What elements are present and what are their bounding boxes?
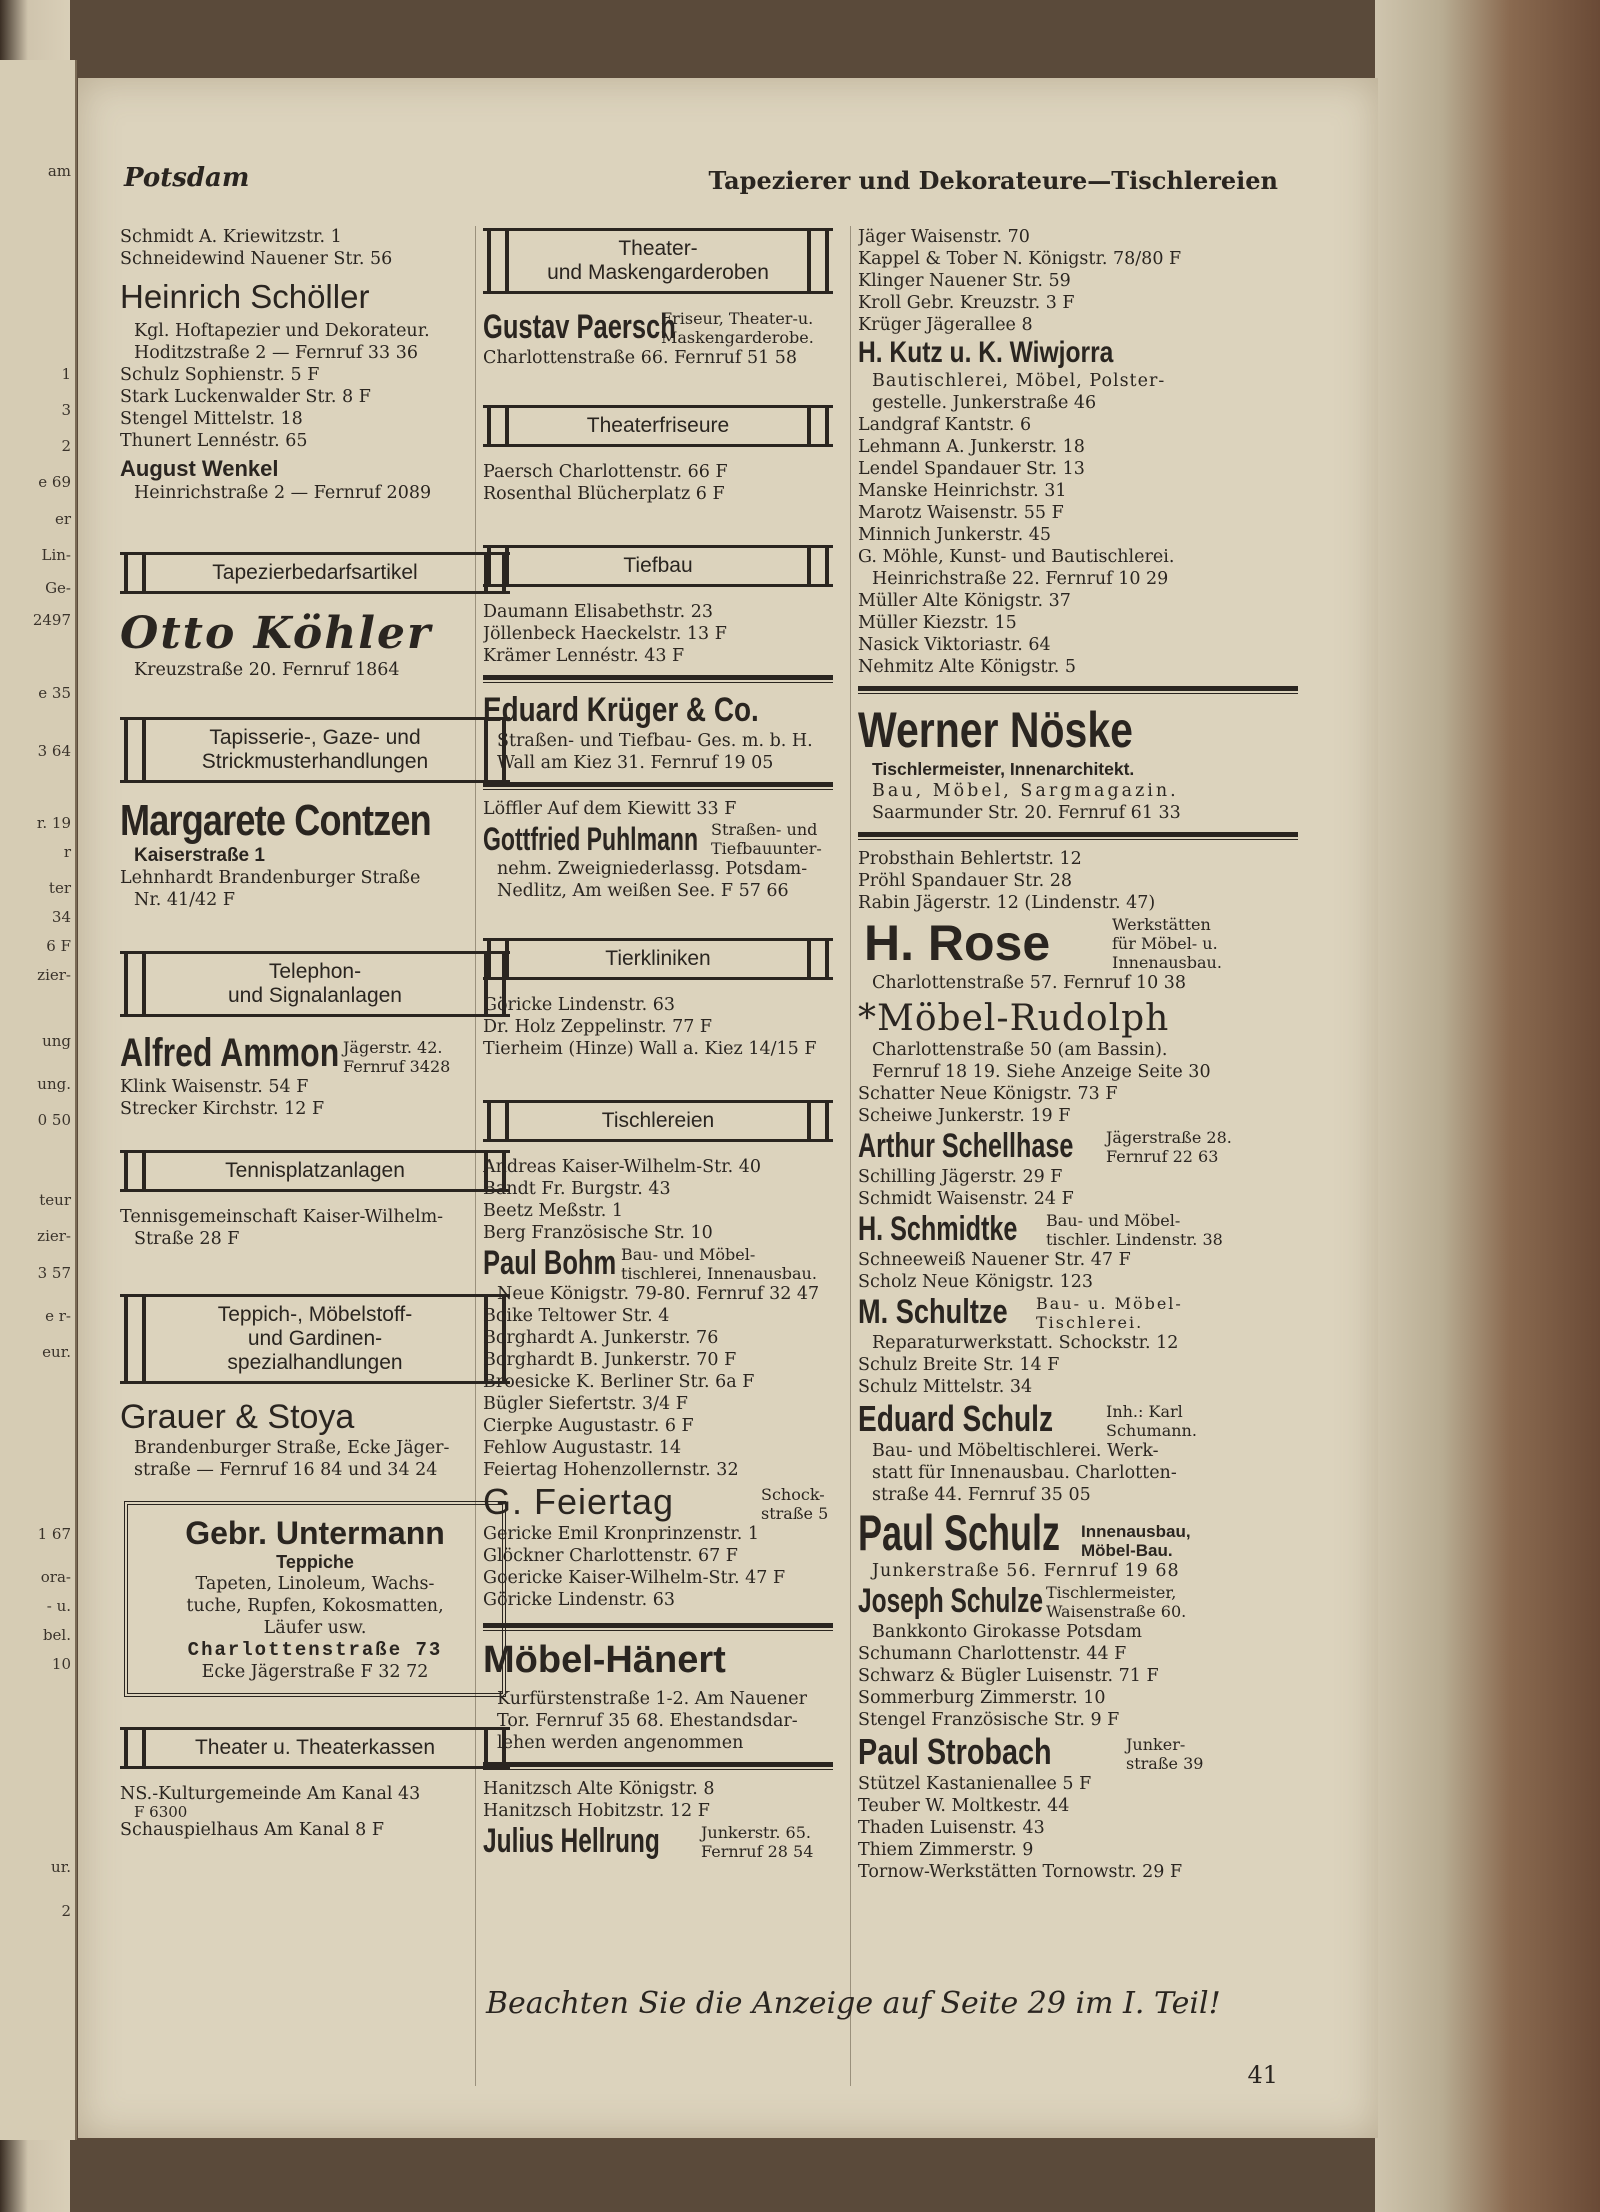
section-heading-line: spezialhandlungen <box>227 1351 403 1374</box>
ad-block <box>483 1822 833 1861</box>
section-heading: Tiefbau <box>483 545 833 587</box>
ad-line: Teppiche <box>276 1552 354 1572</box>
left-page-fragment: ter <box>48 879 71 898</box>
ad-address <box>1106 1402 1197 1440</box>
ad-line: Inh.: Karl <box>1106 1402 1183 1421</box>
list-item: Pröhl Spandauer Str. 28 <box>858 871 1073 891</box>
ad-line: Heinrichstraße 22. Fernruf 10 29 <box>872 569 1169 589</box>
ad-line: Kurfürstenstraße 1-2. Am Nauener <box>497 1689 807 1709</box>
list-item: Schneidewind Nauener Str. 56 <box>120 249 393 269</box>
left-page-fragment: r <box>63 843 71 861</box>
left-page-fragment: 34 <box>51 908 71 927</box>
ad-name: Eduard Krüger & Co. <box>483 691 759 729</box>
list-item: Schulz Sophienstr. 5 F <box>120 365 320 385</box>
list-item: Schumann Charlottenstr. 44 F <box>858 1644 1127 1664</box>
ad-address <box>661 309 814 347</box>
left-page-fragment: zier- <box>37 966 71 985</box>
ad-line: Fernruf 3428 <box>343 1057 451 1076</box>
left-page-fragment: - u. <box>46 1597 71 1615</box>
section-heading-line: Theater- <box>618 237 698 260</box>
section-heading: Tennisplatzanlagen <box>120 1150 510 1192</box>
directory-page <box>78 78 1378 2138</box>
list-item: Berg Französische Str. 10 <box>483 1223 713 1243</box>
ad-block <box>858 1582 1298 1621</box>
list-item: Göricke Lindenstr. 63 <box>483 995 675 1015</box>
divider <box>858 832 1298 840</box>
book-page-edges <box>1375 0 1600 2212</box>
ad-line: Junker- <box>1126 1735 1186 1754</box>
ad-line: Junkerstr. 65. <box>701 1823 811 1842</box>
left-page-fragment: e 69 <box>38 473 71 492</box>
ad-line: Hoditzstraße 2 — Fernruf 33 36 <box>134 343 418 363</box>
ad-line: Tischlermeister, <box>1046 1583 1177 1602</box>
ad-block <box>483 820 833 858</box>
list-item: Teuber W. Moltkestr. 44 <box>858 1796 1070 1816</box>
ad-line: Kgl. Hoftapezier und Dekorateur. <box>134 321 430 341</box>
ad-line: Kaiserstraße 1 <box>134 845 265 866</box>
list-item: Scheiwe Junkerstr. 19 F <box>858 1106 1071 1126</box>
ad-block <box>858 914 1298 972</box>
ad-name: Eduard Schulz <box>858 1398 1054 1439</box>
divider <box>483 782 833 790</box>
ad-block <box>858 1210 1298 1249</box>
list-item: Thiem Zimmerstr. 9 <box>858 1840 1034 1860</box>
section-heading-line: und Signalanlagen <box>228 984 402 1007</box>
list-item: Manske Heinrichstr. 31 <box>858 481 1067 501</box>
ad-name: Gustav Paersch <box>483 308 676 346</box>
list-item: Müller Kiezstr. 15 <box>858 613 1017 633</box>
list-item: Thaden Luisenstr. 43 <box>858 1818 1045 1838</box>
ad-name: H. Kutz u. K. Wiwjorra <box>858 336 1114 369</box>
ad-line: Bautischlerei, Möbel, Polster- <box>872 371 1166 391</box>
left-page-fragment: zier- <box>37 1227 71 1246</box>
list-item: Tierheim (Hinze) Wall a. Kiez 14/15 F <box>483 1039 817 1059</box>
list-item: Sommerburg Zimmerstr. 10 <box>858 1688 1106 1708</box>
ad-line: Charlottenstraße 66. Fernruf 51 58 <box>483 348 798 368</box>
ad-name: Joseph Schulze <box>858 1582 1044 1620</box>
list-item: Hanitzsch Hobitzstr. 12 F <box>483 1801 710 1821</box>
ad-line: Junkerstraße 56. Fernruf 19 68 <box>872 1561 1180 1581</box>
list-item: Schneeweiß Nauener Str. 47 F <box>858 1250 1131 1270</box>
list-item: Thunert Lennéstr. 65 <box>120 431 308 451</box>
list-item: Borghardt A. Junkerstr. 76 <box>483 1328 719 1348</box>
ad-block <box>858 1127 1298 1166</box>
list-item: Broesicke K. Berliner Str. 6a F <box>483 1372 755 1392</box>
list-item: Stengel Mittelstr. 18 <box>120 409 303 429</box>
list-item: Scholz Neue Königstr. 123 <box>858 1272 1094 1292</box>
section-heading <box>483 228 833 294</box>
header-section: Tapezierer und Dekorateure—Tischlereien <box>708 166 1278 195</box>
left-page-fragment: Ge- <box>45 579 71 598</box>
ad-line: Straßen- und Tiefbau- Ges. m. b. H. <box>497 731 813 751</box>
list-item: F 6300 <box>134 1805 188 1819</box>
ad-line: Neue Königstr. 79-80. Fernruf 32 47 <box>497 1284 820 1304</box>
ad-line: tuche, Rupfen, Kokosmatten, <box>186 1596 444 1616</box>
list-item: G. Möhle, Kunst- und Bautischlerei. <box>858 547 1175 567</box>
left-page-fragment: er <box>54 509 71 528</box>
ad-line: gestelle. Junkerstraße 46 <box>872 393 1097 413</box>
ad-block <box>483 308 833 347</box>
ad-line: Tischlerei. <box>1036 1313 1144 1332</box>
ad-line: Tapeten, Linoleum, Wachs- <box>195 1574 435 1594</box>
divider <box>858 686 1298 694</box>
list-item: Tornow-Werkstätten Tornowstr. 29 F <box>858 1862 1183 1882</box>
ad-line: Bau- und Möbel- <box>621 1245 756 1264</box>
column-3 <box>858 226 1298 1883</box>
ad-name: Gebr. Untermann <box>185 1515 445 1551</box>
list-item: Stark Luckenwalder Str. 8 F <box>120 387 371 407</box>
ad-name: M. Schultze <box>858 1293 1008 1331</box>
ad-line: Werkstätten <box>1112 915 1211 934</box>
list-item: Gericke Emil Kronprinzenstr. 1 <box>483 1524 759 1544</box>
section-heading-line: Tapisserie-, Gaze- und <box>209 726 421 749</box>
left-page-fragment: ung <box>42 1031 71 1050</box>
divider <box>483 1762 833 1770</box>
left-page-edge <box>0 60 77 2140</box>
ad-line: Heinrichstraße 2 — Fernruf 2089 <box>134 483 432 503</box>
boxed-ad <box>124 1501 506 1697</box>
ad-line: statt für Innenausbau. Charlotten- <box>872 1463 1177 1483</box>
list-item: Tennisgemeinschaft Kaiser-Wilhelm- <box>120 1207 444 1227</box>
ad-name: Möbel-Hänert <box>483 1639 726 1681</box>
ad-block <box>858 1398 1298 1440</box>
list-item: Fehlow Augustastr. 14 <box>483 1438 682 1458</box>
ad-line: Schock- <box>761 1485 825 1504</box>
left-page-fragment: ora- <box>40 1568 71 1586</box>
list-item: Goericke Kaiser-Wilhelm-Str. 47 F <box>483 1568 786 1588</box>
list-item: Dr. Holz Zeppelinstr. 77 F <box>483 1017 713 1037</box>
ad-line: Friseur, Theater-u. <box>661 309 814 328</box>
ad-line: lehen werden angenommen <box>497 1733 744 1753</box>
ad-address <box>1112 915 1222 972</box>
list-item: Landgraf Kantstr. 6 <box>858 415 1032 435</box>
left-page-fragment: ung. <box>37 1075 71 1093</box>
ad-name: Gottfried Puhlmann <box>483 821 699 857</box>
left-page-fragment: 2 <box>61 1901 71 1920</box>
ad-address <box>1046 1583 1186 1621</box>
ad-name: *Möbel-Rudolph <box>858 998 1170 1039</box>
section-heading <box>120 717 510 783</box>
ad-line: tischlerei, Innenausbau. <box>621 1264 817 1283</box>
left-page-fragment: Lin- <box>41 545 71 564</box>
list-item: Lehmann A. Junkerstr. 18 <box>858 437 1085 457</box>
ad-line: Brandenburger Straße, Ecke Jäger- <box>134 1438 450 1458</box>
ad-line: Kreuzstraße 20. Fernruf 1864 <box>134 660 400 680</box>
ad-name: Margarete Contzen <box>120 796 431 845</box>
list-item: Hanitzsch Alte Königstr. 8 <box>483 1779 715 1799</box>
list-item: Boike Teltower Str. 4 <box>483 1306 670 1326</box>
ad-line: Jägerstraße 28. <box>1106 1128 1232 1147</box>
ad-block <box>120 1031 510 1076</box>
column-rule <box>850 226 851 2086</box>
column-1 <box>120 226 510 1841</box>
list-item: Rosenthal Blücherplatz 6 F <box>483 484 725 504</box>
list-item: Löffler Auf dem Kiewitt 33 F <box>483 799 737 819</box>
list-item: Straße 28 F <box>134 1229 240 1249</box>
list-item: Schilling Jägerstr. 29 F <box>858 1167 1063 1187</box>
list-item: Jäger Waisenstr. 70 <box>858 227 1030 247</box>
list-item: Nr. 41/42 F <box>134 890 236 910</box>
header-city: Potsdam <box>124 163 250 193</box>
ad-line: Bau- und Möbel- <box>1046 1211 1181 1230</box>
ad-line: Nedlitz, Am weißen See. F 57 66 <box>497 881 789 901</box>
ad-address <box>701 1823 813 1861</box>
list-item: Glöckner Charlottenstr. 67 F <box>483 1546 738 1566</box>
left-page-fragment: 2497 <box>32 611 71 629</box>
list-item: Klinger Nauener Str. 59 <box>858 271 1071 291</box>
list-item: Bandt Fr. Burgstr. 43 <box>483 1179 671 1199</box>
ad-line: für Möbel- u. <box>1112 934 1218 953</box>
ad-name: Paul Strobach <box>858 1731 1052 1772</box>
ad-name: G. Feiertag <box>483 1481 675 1522</box>
ad-line: Innenausbau. <box>1112 953 1222 972</box>
ad-block <box>858 1731 1298 1773</box>
left-page-fragment: 0 50 <box>37 1111 71 1130</box>
list-item: NS.-Kulturgemeinde Am Kanal 43 <box>120 1784 421 1804</box>
ad-line: Läufer usw. <box>263 1618 367 1638</box>
left-page-fragment: 3 57 <box>37 1263 71 1282</box>
left-page-fragment: 3 64 <box>37 741 71 760</box>
ad-block <box>483 1244 833 1283</box>
ad-line: Maskengarderobe. <box>661 328 814 347</box>
section-heading-line: Telephon- <box>268 960 362 983</box>
ad-line: Waisenstraße 60. <box>1046 1602 1187 1621</box>
list-item: Schatter Neue Königstr. 73 F <box>858 1084 1118 1104</box>
list-item: Beetz Meßstr. 1 <box>483 1201 624 1221</box>
list-item: Feiertag Hohenzollernstr. 32 <box>483 1460 739 1480</box>
ad-line: straße 39 <box>1126 1754 1204 1773</box>
ad-name: Paul Bohm <box>483 1244 617 1282</box>
list-item: Nasick Viktoriastr. 64 <box>858 635 1051 655</box>
ad-address <box>1106 1128 1232 1166</box>
ad-line: Tor. Fernruf 35 68. Ehestandsdar- <box>497 1711 798 1731</box>
section-heading <box>120 951 510 1017</box>
list-item: Stützel Kastanienallee 5 F <box>858 1774 1092 1794</box>
ad-line: Schumann. <box>1106 1421 1197 1440</box>
ad-name: Paul Schulz <box>858 1505 1061 1561</box>
list-item: Minnich Junkerstr. 45 <box>858 525 1052 545</box>
ad-line: Charlottenstraße 73 <box>187 1639 443 1661</box>
list-item: Cierpke Augustastr. 6 F <box>483 1416 694 1436</box>
ad-name: Alfred Ammon <box>120 1031 340 1075</box>
list-item: Jöllenbeck Haeckelstr. 13 F <box>483 624 727 644</box>
left-page-fragment: e 35 <box>38 683 71 702</box>
list-item: Probsthain Behlertstr. 12 <box>858 849 1082 869</box>
ad-line: Reparaturwerkstatt. Schockstr. 12 <box>872 1333 1179 1353</box>
ad-line: Möbel-Bau. <box>1081 1541 1173 1560</box>
ad-line: Bau- und Möbeltischlerei. Werk- <box>872 1441 1159 1461</box>
ad-line: Ecke Jägerstraße F 32 72 <box>201 1662 429 1682</box>
list-item: Müller Alte Königstr. 37 <box>858 591 1071 611</box>
list-item: Nehmitz Alte Königstr. 5 <box>858 657 1077 677</box>
left-page-fragment: eur. <box>42 1343 71 1362</box>
section-heading-line: und Maskengarderoben <box>547 261 769 284</box>
ad-block <box>858 1293 1298 1332</box>
section-heading: Tischlereien <box>483 1100 833 1142</box>
list-item: Paersch Charlottenstr. 66 F <box>483 462 728 482</box>
section-heading-line: Teppich-, Möbelstoff- <box>217 1303 413 1326</box>
ad-line: Fernruf 28 54 <box>701 1842 814 1861</box>
ad-address <box>621 1245 817 1283</box>
left-page-fragment: teur <box>39 1191 71 1209</box>
ad-line: Bankkonto Girokasse Potsdam <box>872 1622 1142 1642</box>
ad-name: Arthur Schellhase <box>858 1127 1074 1165</box>
section-heading-line: Strickmusterhandlungen <box>201 750 429 773</box>
ad-line: Charlottenstraße 57. Fernruf 10 38 <box>872 973 1187 993</box>
ad-name: Grauer & Stoya <box>120 1398 355 1436</box>
section-heading <box>120 1294 510 1384</box>
list-item: Bügler Siefertstr. 3/4 F <box>483 1394 688 1414</box>
ad-address <box>1036 1294 1183 1332</box>
ad-line: straße 44. Fernruf 35 05 <box>872 1485 1091 1505</box>
divider <box>483 675 833 683</box>
ad-line: Tischlermeister, Innenarchitekt. <box>872 759 1135 779</box>
list-item: Schulz Mittelstr. 34 <box>858 1377 1033 1397</box>
ad-line: Straßen- und <box>711 820 818 839</box>
page-number: 41 <box>1247 2061 1278 2089</box>
left-page-fragment: 1 <box>61 364 71 383</box>
ad-line: Bau, Möbel, Sargmagazin. <box>872 781 1179 801</box>
ad-line: Bau- u. Möbel- <box>1036 1294 1183 1313</box>
ad-line: nehm. Zweigniederlassg. Potsdam- <box>497 859 808 879</box>
section-heading: Tierkliniken <box>483 938 833 980</box>
list-item: Kroll Gebr. Kreuzstr. 3 F <box>858 293 1075 313</box>
list-item: Lehnhardt Brandenburger Straße <box>120 868 421 888</box>
ad-line: Jägerstr. 42. <box>343 1038 443 1057</box>
section-heading: Theater u. Theaterkassen <box>120 1727 510 1769</box>
ad-address <box>1126 1735 1203 1773</box>
list-item: Schmidt Waisenstr. 24 F <box>858 1189 1074 1209</box>
ad-name: H. Schmidtke <box>858 1210 1018 1248</box>
list-item: Stengel Französische Str. 9 F <box>858 1710 1120 1730</box>
ad-line: Saarmunder Str. 20. Fernruf 61 33 <box>872 803 1181 823</box>
left-page-fragment: e r- <box>45 1307 71 1325</box>
left-page-fragment: 6 F <box>46 937 71 956</box>
ad-line: Fernruf 22 63 <box>1106 1147 1219 1166</box>
ad-address <box>343 1038 450 1076</box>
left-page-fragment: 1 67 <box>37 1524 71 1543</box>
ad-line: Fernruf 18 19. Siehe Anzeige Seite 30 <box>872 1062 1211 1082</box>
ad-address <box>761 1485 828 1523</box>
list-item: Rabin Jägerstr. 12 (Lindenstr. 47) <box>858 893 1156 913</box>
list-item: Schwarz & Bügler Luisenstr. 71 F <box>858 1666 1159 1686</box>
list-item: Klink Waisenstr. 54 F <box>120 1077 309 1097</box>
list-item: Schauspielhaus Am Kanal 8 F <box>120 1820 385 1840</box>
section-heading: Theaterfriseure <box>483 405 833 447</box>
ad-name: Julius Hellrung <box>483 1822 660 1860</box>
ad-address <box>711 820 822 858</box>
ad-name: Otto Köhler <box>120 608 433 659</box>
footer-note: Beachten Sie die Anzeige auf Seite 29 im I. Teil! <box>486 1986 1221 2021</box>
column-2 <box>483 226 833 1861</box>
list-item: Andreas Kaiser-Wilhelm-Str. 40 <box>483 1157 762 1177</box>
list-item: Göricke Lindenstr. 63 <box>483 1590 675 1610</box>
ad-name: Werner Nöske <box>858 702 1133 758</box>
ad-block <box>858 1506 1298 1560</box>
left-page-fragment: r. 19 <box>36 814 71 832</box>
ad-address <box>1046 1211 1223 1249</box>
list-item: Lendel Spandauer Str. 13 <box>858 459 1085 479</box>
ad-line: Innenausbau, <box>1081 1522 1191 1541</box>
ad-line: Tiefbauunter- <box>711 839 822 858</box>
section-heading-line: und Gardinen- <box>247 1327 383 1350</box>
list-item: Schmidt A. Kriewitzstr. 1 <box>120 227 342 247</box>
divider <box>483 1623 833 1631</box>
ad-line: Wall am Kiez 31. Fernruf 19 05 <box>497 753 774 773</box>
ad-line: straße — Fernruf 16 84 und 34 24 <box>134 1460 438 1480</box>
list-item: Krüger Jägerallee 8 <box>858 315 1033 335</box>
ad-name: August Wenkel <box>120 456 279 481</box>
ad-address <box>1081 1522 1191 1560</box>
list-item: Schulz Breite Str. 14 F <box>858 1355 1060 1375</box>
list-item: Kappel & Tober N. Königstr. 78/80 F <box>858 249 1182 269</box>
left-page-fragment: am <box>47 161 71 180</box>
ad-name: Heinrich Schöller <box>120 278 370 315</box>
section-heading: Tapezierbedarfsartikel <box>120 552 510 594</box>
ad-name: H. Rose <box>864 915 1051 971</box>
left-page-fragment: 3 <box>61 400 71 419</box>
list-item: Borghardt B. Junkerstr. 70 F <box>483 1350 737 1370</box>
list-item: Strecker Kirchstr. 12 F <box>120 1099 325 1119</box>
left-page-fragment: 2 <box>61 437 71 455</box>
list-item: Daumann Elisabethstr. 23 <box>483 602 713 622</box>
left-page-fragment: bel. <box>42 1626 71 1644</box>
ad-block <box>483 1481 833 1523</box>
list-item: Marotz Waisenstr. 55 F <box>858 503 1064 523</box>
left-page-fragment: ur. <box>51 1858 71 1876</box>
ad-line: tischler. Lindenstr. 38 <box>1046 1230 1223 1249</box>
list-item: Krämer Lennéstr. 43 F <box>483 646 685 666</box>
ad-line: Charlottenstraße 50 (am Bassin). <box>872 1040 1168 1060</box>
left-page-fragment: 10 <box>51 1655 71 1673</box>
ad-line: straße 5 <box>761 1504 829 1523</box>
